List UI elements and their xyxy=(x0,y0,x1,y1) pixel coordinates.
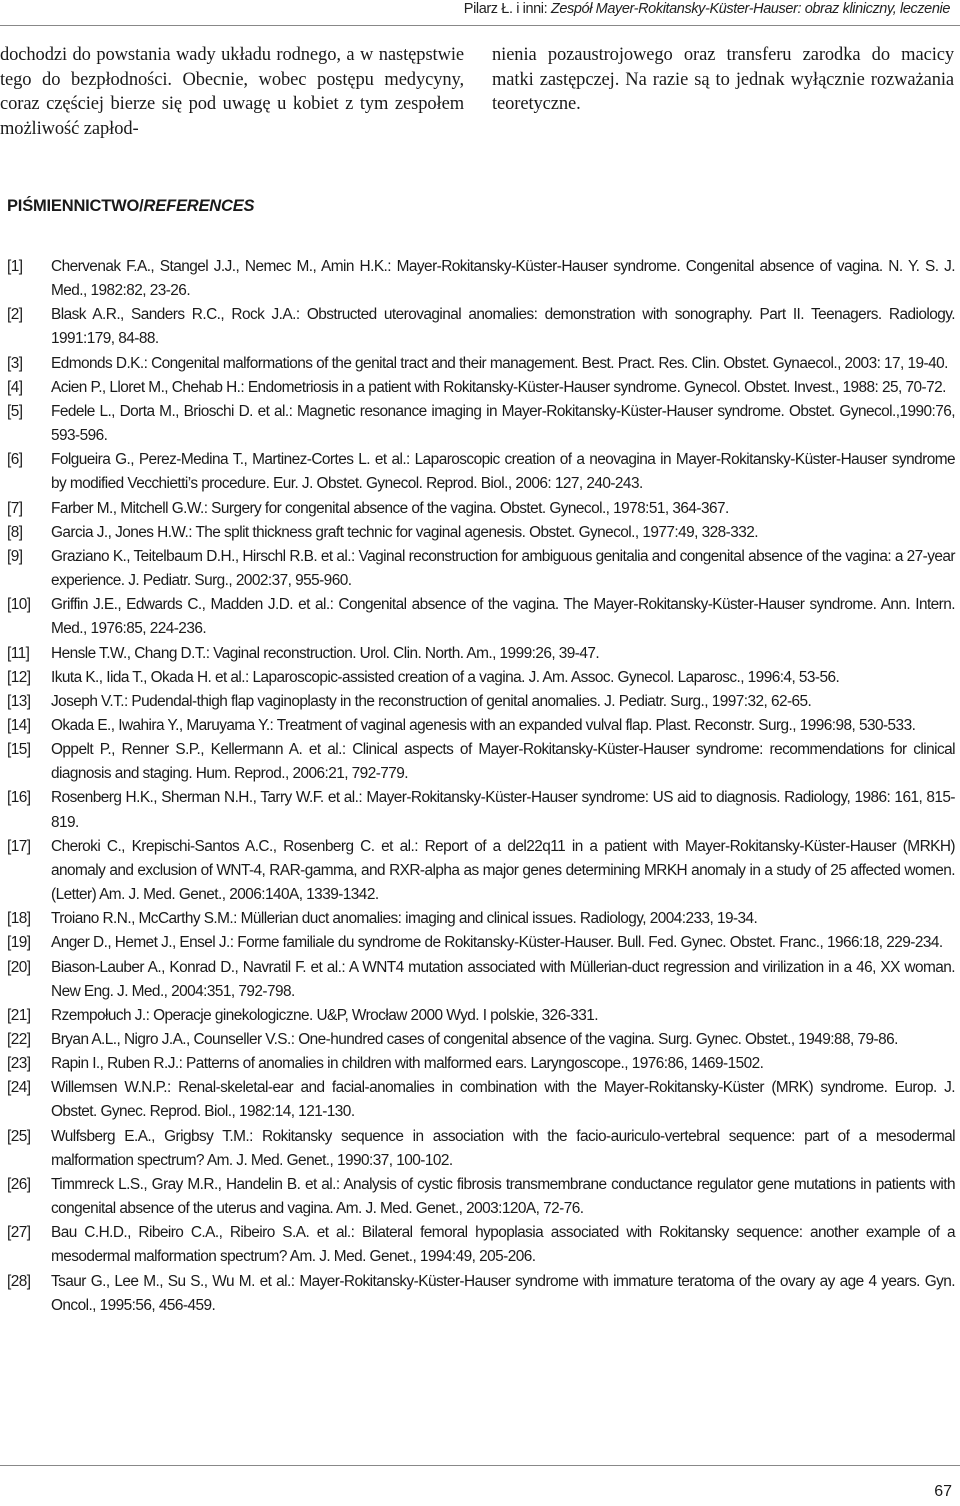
reference-number: [17] xyxy=(7,837,31,855)
reference-number: [3] xyxy=(7,354,23,372)
reference-number: [11] xyxy=(7,644,30,662)
reference-item xyxy=(7,714,955,738)
reference-text: Willemsen W.N.P.: Renal-skeletal-ear and facial-anomalies in combination with the Mayer-Rokitansky-Küster (MRK) syndrome. Europ. J. Obstet. Gynec. Reprod. Biol., 1982:14, 121-130. xyxy=(51,1079,955,1121)
reference-text: Anger D., Hemet J., Ensel J.: Forme familiale du syndrome de Rokitansky-Küster-Hauser. Bull. Fed. Gynec. Obstet. Franc., 1966:18, 229-234. xyxy=(51,934,943,952)
reference-text: Tsaur G., Lee M., Su S., Wu M. et al.: Mayer-Rokitansky-Küster-Hauser syndrome with immature teratoma of the ovary ay age 4 years. Gyn. Oncol., 1995:56, 456-459. xyxy=(51,1272,955,1314)
reference-text: Biason-Lauber A., Konrad D., Navratil F. et al.: A WNT4 mutation associated with Müllerian-duct regression and virilization in a 46, XX woman. New Eng. J. Med., 2004:351, 792-798. xyxy=(51,958,955,1000)
reference-item xyxy=(7,545,955,593)
footer-divider xyxy=(0,1465,960,1466)
reference-item xyxy=(7,1270,955,1318)
reference-item xyxy=(7,521,955,545)
reference-number: [4] xyxy=(7,378,23,396)
reference-text: Rzempołuch J.: Operacje ginekologiczne. U&P, Wrocław 2000 Wyd. I polskie, 326-331. xyxy=(51,1006,599,1024)
reference-item xyxy=(7,352,955,376)
reference-text: Griffin J.E., Edwards C., Madden J.D. et al.: Congenital absence of the vagina. The Mayer-Rokitansky-Küster-Hauser syndrome. Ann. Intern. Med., 1976:85, 224-236. xyxy=(51,596,955,638)
reference-number: [26] xyxy=(7,1175,31,1193)
reference-item xyxy=(7,738,955,786)
reference-item xyxy=(7,303,955,351)
reference-number: [8] xyxy=(7,523,23,541)
reference-number: [1] xyxy=(7,258,23,275)
reference-item xyxy=(7,956,955,1004)
reference-number: [27] xyxy=(7,1224,31,1242)
reference-item xyxy=(7,1004,955,1028)
reference-number: [5] xyxy=(7,402,23,420)
reference-text: Wulfsberg E.A., Grigbsy T.M.: Rokitansky sequence in association with the facio-auriculo-vertebral sequence: part of a mesodermal malformation spectrum? Am. J. Med. Genet., 1990:37, 100-102. xyxy=(51,1127,955,1169)
running-header-title: Zespół Mayer-Rokitansky-Küster-Hauser: obraz kliniczny, leczenie xyxy=(550,1,950,17)
reference-text: Edmonds D.K.: Congenital malformations of the genital tract and their management. Best. Pract. Res. Clin. Obstet. Gynaecol., 2003: 17, 19-40. xyxy=(51,354,948,372)
reference-item xyxy=(7,835,955,907)
reference-number: [21] xyxy=(7,1006,31,1024)
reference-number: [7] xyxy=(7,499,23,517)
reference-text: Farber M., Mitchell G.W.: Surgery for congenital absence of the vagina. Obstet. Gynecol., 1978:51, 364-367. xyxy=(51,499,729,517)
references-heading-pl: PIŚMIENNICTWO/ xyxy=(7,197,144,215)
reference-text: Troiano R.N., McCarthy S.M.: Müllerian duct anomalies: imaging and clinical issues. Radiology, 2004:233, 19-34. xyxy=(51,910,758,928)
reference-item xyxy=(7,376,955,400)
reference-text: Garcia J., Jones H.W.: The split thickness graft technic for vaginal agenesis. Obstet. Gynecol., 1977:49, 328-332. xyxy=(51,523,758,541)
reference-number: [18] xyxy=(7,910,31,928)
reference-item xyxy=(7,497,955,521)
reference-number: [16] xyxy=(7,789,31,807)
reference-text: Oppelt P., Renner S.P., Kellermann A. et al.: Clinical aspects of Mayer-Rokitansky-Küster-Hauser syndrome: recommendations for clinical diagnosis and staging. Hum. Reprod., 2006:21, 792-779. xyxy=(51,741,955,783)
reference-number: [14] xyxy=(7,716,31,734)
reference-number: [23] xyxy=(7,1055,31,1073)
reference-number: [28] xyxy=(7,1272,31,1290)
reference-number: [9] xyxy=(7,547,23,565)
references-heading xyxy=(7,197,254,216)
reference-text: Graziano K., Teitelbaum D.H., Hirschl R.B. et al.: Vaginal reconstruction for ambiguous genitalia and congenital absence of the vagina: a 27-year experience. J. Pediatr. Surg., 2002:37, 955-960. xyxy=(51,547,955,590)
reference-item xyxy=(7,907,955,931)
body-text-right-column: nienia pozaustrojowego oraz transferu zarodka do macicy matki zastępczej. Na razie są to jednak wyłącznie rozważania teoretyczne. xyxy=(492,45,954,115)
reference-text: Okada E., Iwahira Y., Maruyama Y.: Treatment of vaginal agenesis with an expanded vulval flap. Plast. Reconstr. Surg., 1996:98, 530-533. xyxy=(51,716,916,734)
reference-number: [15] xyxy=(7,741,31,759)
reference-item xyxy=(7,642,955,666)
reference-item xyxy=(7,931,955,955)
reference-item xyxy=(7,786,955,834)
reference-item xyxy=(7,1076,955,1124)
reference-item xyxy=(7,400,955,448)
reference-item xyxy=(7,1221,955,1269)
reference-item xyxy=(7,593,955,641)
reference-text: Folgueira G., Perez-Medina T., Martinez-Cortes L. et al.: Laparoscopic creation of a neovagina in Mayer-Rokitansky-Küster-Hauser syndrome by modified Vecchietti’s procedure. Eur. J. Obstet. Gynecol. Reprod. Biol., 2006: 127, 240-243. xyxy=(51,451,955,493)
body-text-left-column: dochodzi do powstania wady układu rodnego, a w następstwie tego do bezpłodności. Obecnie, wobec postępu medycyny, coraz częściej bierze się pod uwagę u kobiet z tym zespołem możliwość zapłod- xyxy=(0,45,464,139)
reference-text: Bau C.H.D., Ribeiro C.A., Ribeiro S.A. et al.: Bilateral femoral hypoplasia associated with Rokitansky sequence: another example of a mesodermal malformation spectrum? Am. J. Med. Genet., 1994:49, 205-206. xyxy=(51,1224,955,1266)
reference-number: [19] xyxy=(7,934,31,952)
reference-text: Chervenak F.A., Stangel J.J., Nemec M., Amin H.K.: Mayer-Rokitansky-Küster-Hauser syndrome. Congenital absence of vagina. N. Y. S. J. Med., 1982:82, 23-26. xyxy=(51,258,955,300)
reference-text: Bryan A.L., Nigro J.A., Counseller V.S.: One-hundred cases of congenital absence of the vagina. Surg. Gynec. Obstet., 1949:88, 79-86. xyxy=(51,1031,898,1048)
reference-text: Hensle T.W., Chang D.T.: Vaginal reconstruction. Urol. Clin. North. Am., 1999:26, 39-47. xyxy=(51,644,600,662)
reference-number: [13] xyxy=(7,692,31,710)
reference-item xyxy=(7,1028,955,1052)
reference-text: Joseph V.T.: Pudendal-thigh flap vaginoplasty in the reconstruction of genital anomalies. J. Pediatr. Surg., 1997:32, 62-65. xyxy=(51,692,812,710)
reference-text: Rosenberg H.K., Sherman N.H., Tarry W.F. et al.: Mayer-Rokitansky-Küster-Hauser syndrome: US aid to diagnosis. Radiology, 1986: 161, 815-819. xyxy=(51,789,955,831)
reference-text: Acien P., Lloret M., Chehab H.: Endometriosis in a patient with Rokitansky-Küster-Hauser syndrome. Gynecol. Obstet. Invest., 1988: 25, 70-72. xyxy=(51,378,946,396)
reference-text: Blask A.R., Sanders R.C., Rock J.A.: Obstructed uterovaginal anomalies: demonstration with sonography. Part II. Teenagers. Radiology. 1991:179, 84-88. xyxy=(51,306,955,348)
reference-number: [10] xyxy=(7,596,31,614)
reference-text: Cheroki C., Krepischi-Santos A.C., Rosenberg C. et al.: Report of a del22q11 in a patient with Mayer-Rokitansky-Küster-Hauser (MRKH) anomaly and exclusion of WNT-4, RAR-gamma, and RXR-alpha as major genes determining MRKH anomaly in a study of 25 affected women. (Letter) Am. J. Med. Genet., 2006:140A, 1339-1342. xyxy=(51,837,955,904)
reference-number: [25] xyxy=(7,1127,31,1145)
reference-item xyxy=(7,1173,955,1221)
reference-item xyxy=(7,690,955,714)
reference-number: [24] xyxy=(7,1079,31,1097)
reference-item xyxy=(7,666,955,690)
reference-number: [12] xyxy=(7,668,31,686)
reference-number: [6] xyxy=(7,451,23,469)
page-number: 67 xyxy=(934,1483,952,1500)
references-heading-en: REFERENCES xyxy=(143,197,255,215)
reference-number: [20] xyxy=(7,958,31,976)
reference-text: Rapin I., Ruben R.J.: Patterns of anomalies in children with malformed ears. Laryngoscope., 1976:86, 1469-1502. xyxy=(51,1055,764,1073)
reference-text: Fedele L., Dorta M., Brioschi D. et al.: Magnetic resonance imaging in Mayer-Rokitansky-Küster-Hauser syndrome. Obstet. Gynecol.,1990:76, 593-596. xyxy=(51,402,955,445)
running-header-authors: Pilarz Ł. i inni: xyxy=(463,1,548,17)
reference-text: Timmreck L.S., Gray M.R., Handelin B. et al.: Analysis of cystic fibrosis transmembrane conductance regulator gene mutations in patients with congenital absence of the uterus and vagina. Am. J. Med. Genet., 2003:120A, 72-76. xyxy=(51,1175,955,1218)
reference-text: Ikuta K., Iida T., Okada H. et al.: Laparoscopic-assisted creation of a vagina. J. Am. Assoc. Gynecol. Laparosc., 1996:4, 53-56. xyxy=(51,668,840,686)
reference-number: [22] xyxy=(7,1031,31,1048)
reference-item xyxy=(7,448,955,496)
reference-item xyxy=(7,1052,955,1076)
reference-item xyxy=(7,255,955,303)
reference-list xyxy=(7,255,955,1318)
reference-number: [2] xyxy=(7,306,23,324)
running-header xyxy=(464,1,950,17)
reference-item xyxy=(7,1125,955,1173)
header-divider xyxy=(0,25,960,26)
